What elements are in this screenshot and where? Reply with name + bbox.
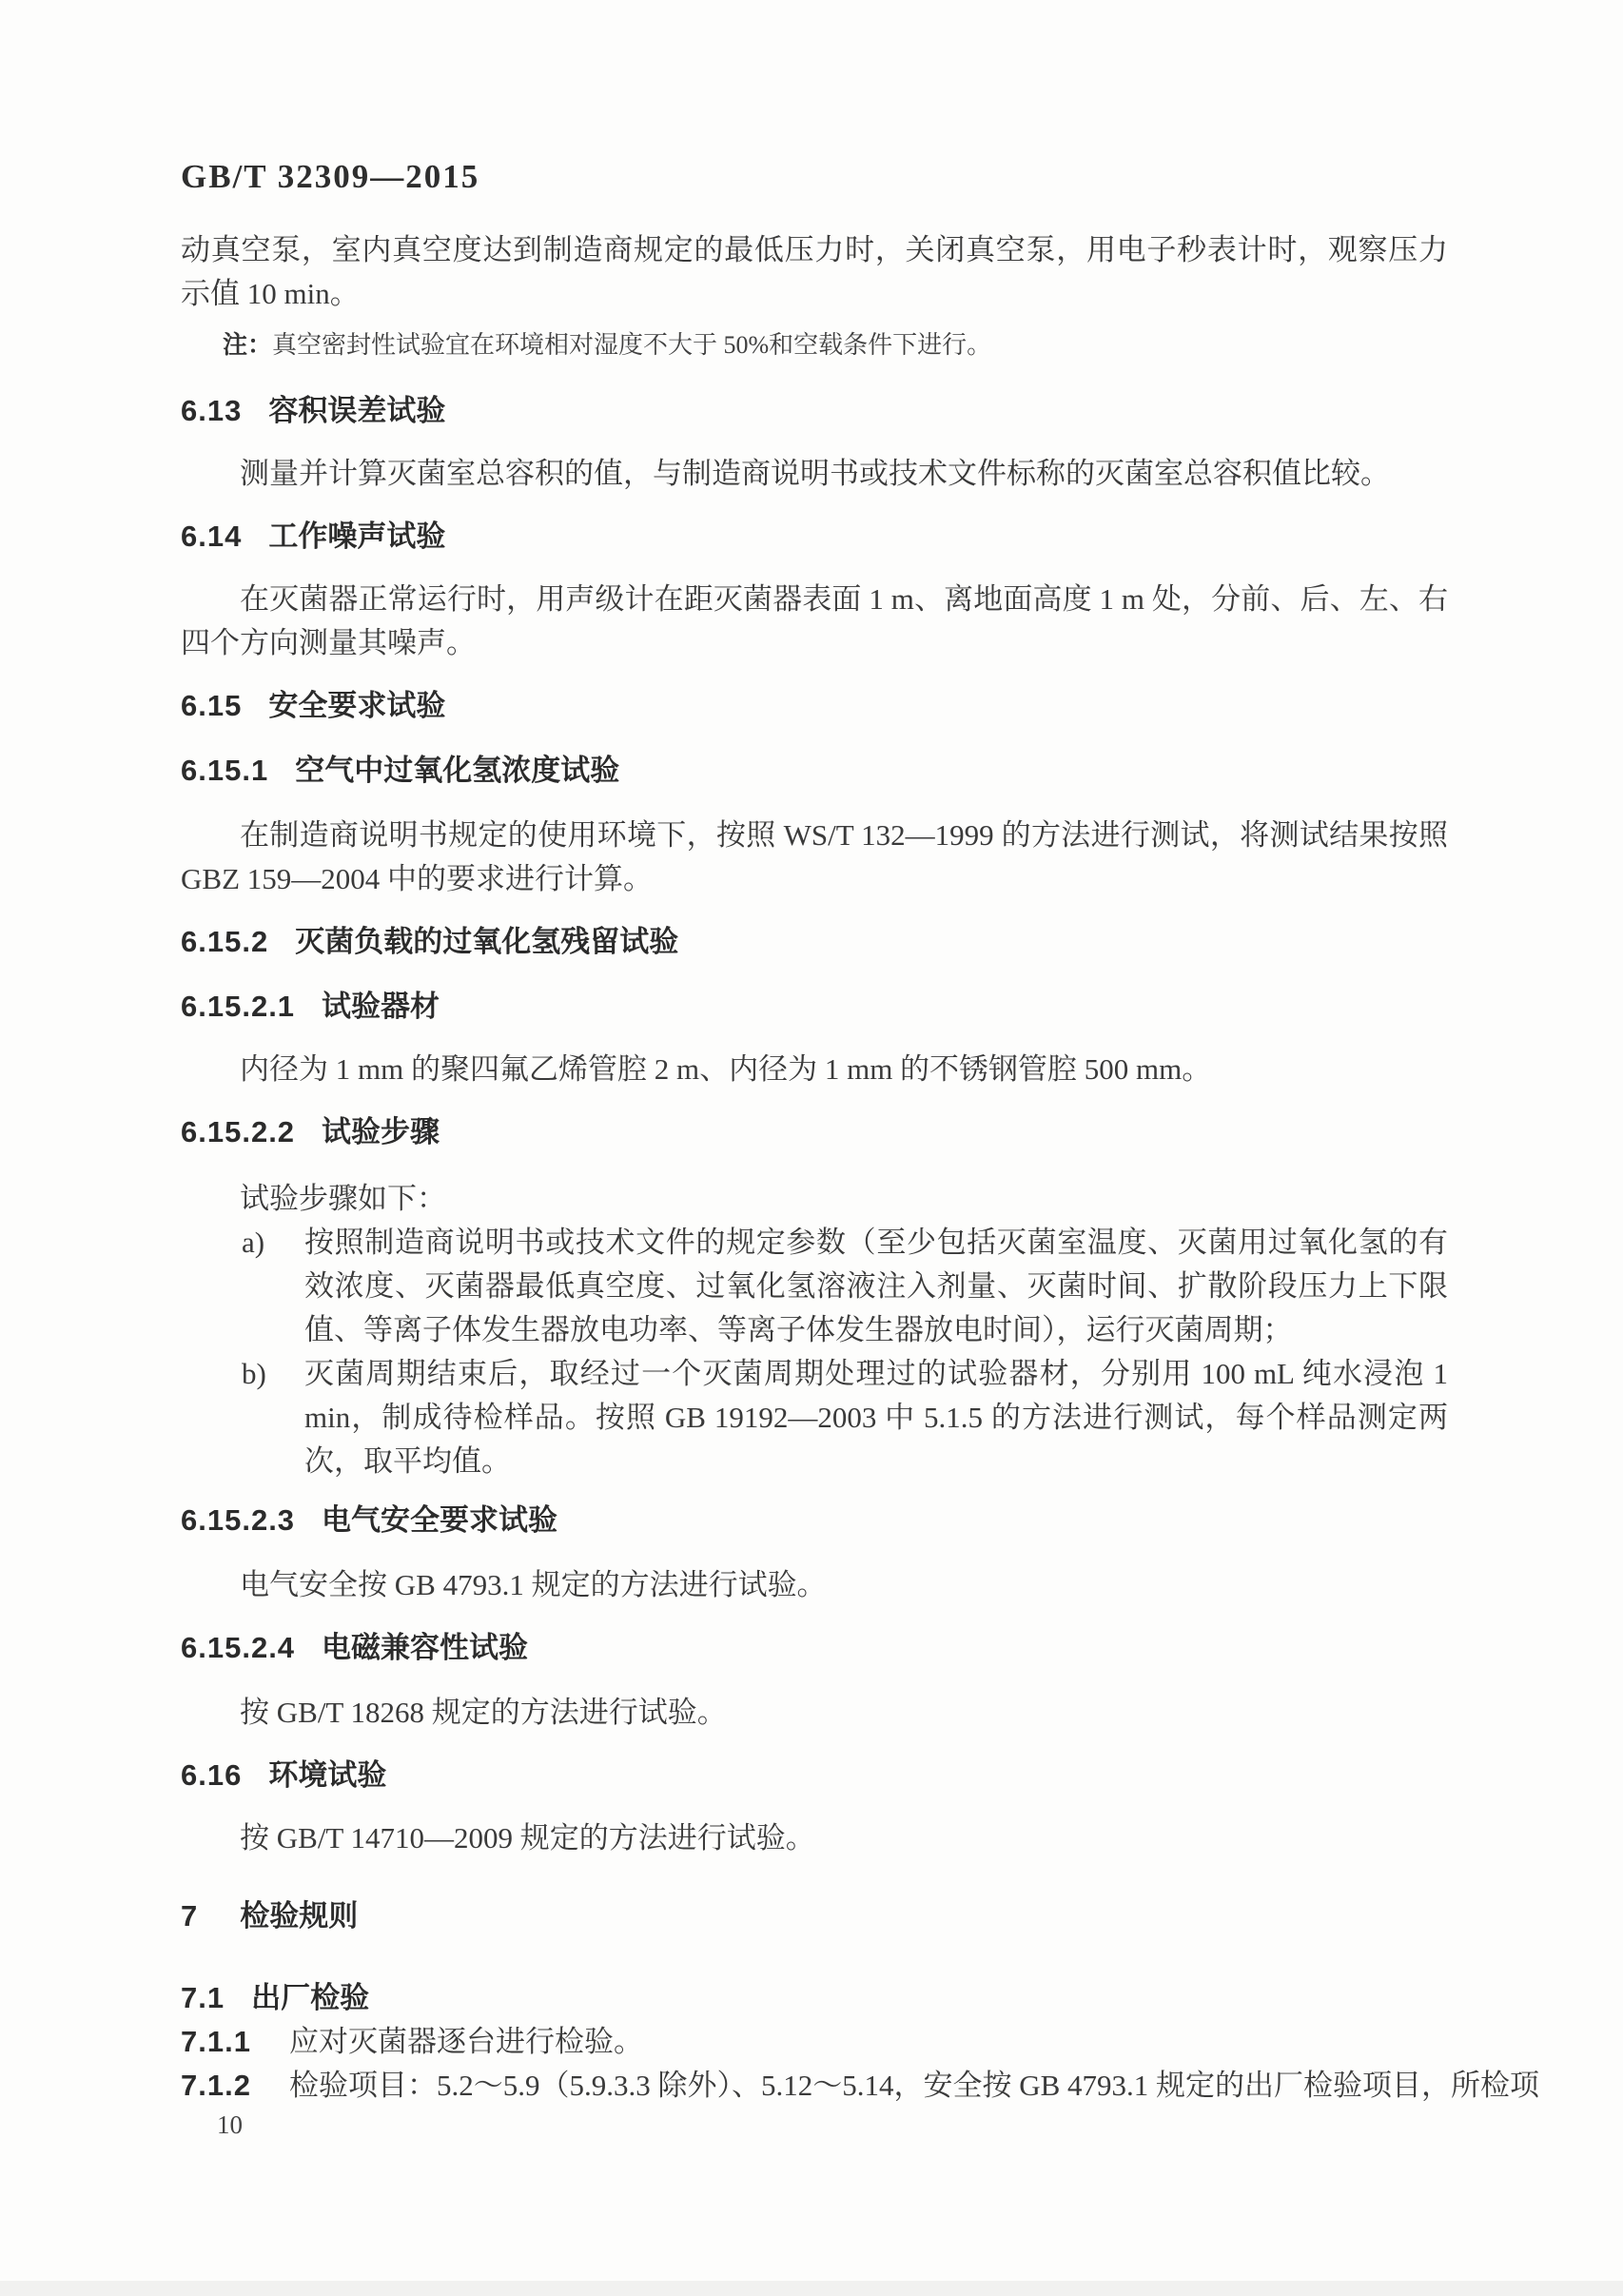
heading-6-15-2-2 [181,1110,1448,1154]
heading-title: 灭菌负载的过氧化氢残留试验 [295,925,679,958]
standard-code-header: GB/T 32309—2015 [181,158,480,195]
heading-6-16 [181,1754,1448,1797]
heading-title: 电磁兼容性试验 [322,1631,529,1664]
heading-title: 安全要求试验 [268,689,446,722]
clause-7-1-1 [181,2020,1448,2064]
heading-number: 7 [181,1899,199,1933]
heading-title: 电气安全要求试验 [322,1503,558,1537]
list-item-text: 灭菌周期结束后，取经过一个灭菌周期处理过的试验器材，分别用 100 mL 纯水浸泡 1 min，制成待检样品。按照 GB 19192—2003 中 5.1.5 的方法进行测试，每个样品测定两次，取平均值。 [304,1357,1448,1478]
clause-text: 应对灭菌器逐台进行检验。 [288,2025,643,2058]
clause-number: 7.1.2 [181,2069,251,2102]
note-text: 真空密封性试验宜在环境相对湿度不大于 50%和空载条件下进行。 [272,331,992,359]
clause-text: 检验项目：5.2～5.9（5.9.3.3 除外）、5.12～5.14，安全按 GB 4793.1 规定的出厂检验项目，所检项 [288,2069,1540,2102]
heading-number: 6.15.1 [181,754,269,787]
heading-6-14 [181,515,1448,559]
heading-number: 6.15.2.1 [181,990,296,1023]
heading-number: 6.15 [181,689,243,722]
heading-6-15-2-3 [181,1499,1448,1542]
note-label: 注： [223,330,273,359]
paragraph-6-16: 按 GB/T 14710—2009 规定的方法进行试验。 [240,1821,815,1854]
paragraph-6-15-2-4: 按 GB/T 18268 规定的方法进行试验。 [240,1696,727,1729]
heading-title: 工作噪声试验 [268,520,446,553]
clause-7-1-2 [181,2064,1540,2108]
paragraph-6-15-1: 在制造商说明书规定的使用环境下，按照 WS/T 132—1999 的方法进行测试，将测试结果按照 GBZ 159—2004 中的要求进行计算。 [181,818,1448,895]
list-item-b [181,1352,1448,1483]
paragraph-vacuum-pump: 动真空泵，室内真空度达到制造商规定的最低压力时，关闭真空泵，用电子秒表计时，观察压力示值 10 min。 [181,233,1448,310]
list-item-label: b) [242,1357,266,1390]
paragraph-6-13: 测量并计算灭菌室总容积的值，与制造商说明书或技术文件标称的灭菌室总容积值比较。 [240,457,1390,490]
paragraph-6-15-2-3: 电气安全按 GB 4793.1 规定的方法进行试验。 [240,1568,827,1601]
heading-title: 试验步骤 [322,1115,440,1148]
heading-number: 7.1 [181,1981,225,2014]
heading-title: 出厂检验 [251,1981,370,2014]
heading-title: 容积误差试验 [268,394,446,427]
heading-title: 空气中过氧化氢浓度试验 [295,754,620,787]
heading-number: 6.15.2.2 [181,1115,296,1148]
heading-title: 环境试验 [268,1758,387,1792]
note [223,327,1448,363]
heading-number: 6.15.2.4 [181,1631,296,1664]
list-item-a [181,1221,1448,1352]
heading-number: 6.16 [181,1758,243,1792]
heading-6-15-2-1 [181,985,1448,1029]
heading-number: 6.13 [181,394,243,427]
heading-7-1 [181,1976,1448,2020]
heading-6-15 [181,684,1448,728]
heading-6-13 [181,389,1448,433]
list-item-label: a) [242,1226,265,1259]
heading-number: 6.15.2 [181,925,269,958]
heading-7 [181,1894,1448,1938]
list-item-text: 按照制造商说明书或技术文件的规定参数（至少包括灭菌室温度、灭菌用过氧化氢的有效浓度、灭菌器最低真空度、过氧化氢溶液注入剂量、灭菌时间、扩散阶段压力上下限值、等离子体发生器放电功率、等离子体发生器放电时间），运行灭菌周期； [304,1226,1448,1346]
heading-6-15-2 [181,920,1448,964]
heading-title: 试验器材 [322,990,440,1023]
paragraph-steps-intro: 试验步骤如下： [240,1182,446,1215]
page-number: 10 [217,2110,243,2139]
heading-6-15-2-4 [181,1626,1448,1670]
paragraph-6-15-2-1: 内径为 1 mm 的聚四氟乙烯管腔 2 m、内径为 1 mm 的不锈钢管腔 500 mm。 [240,1052,1212,1086]
heading-number: 6.15.2.3 [181,1503,296,1537]
paragraph-6-14: 在灭菌器正常运行时，用声级计在距灭菌器表面 1 m、离地面高度 1 m 处，分前、后、左、右四个方向测量其噪声。 [181,582,1448,659]
clause-number: 7.1.1 [181,2025,251,2058]
heading-number: 6.14 [181,520,243,553]
heading-title: 检验规则 [240,1899,359,1933]
heading-6-15-1 [181,749,1448,793]
